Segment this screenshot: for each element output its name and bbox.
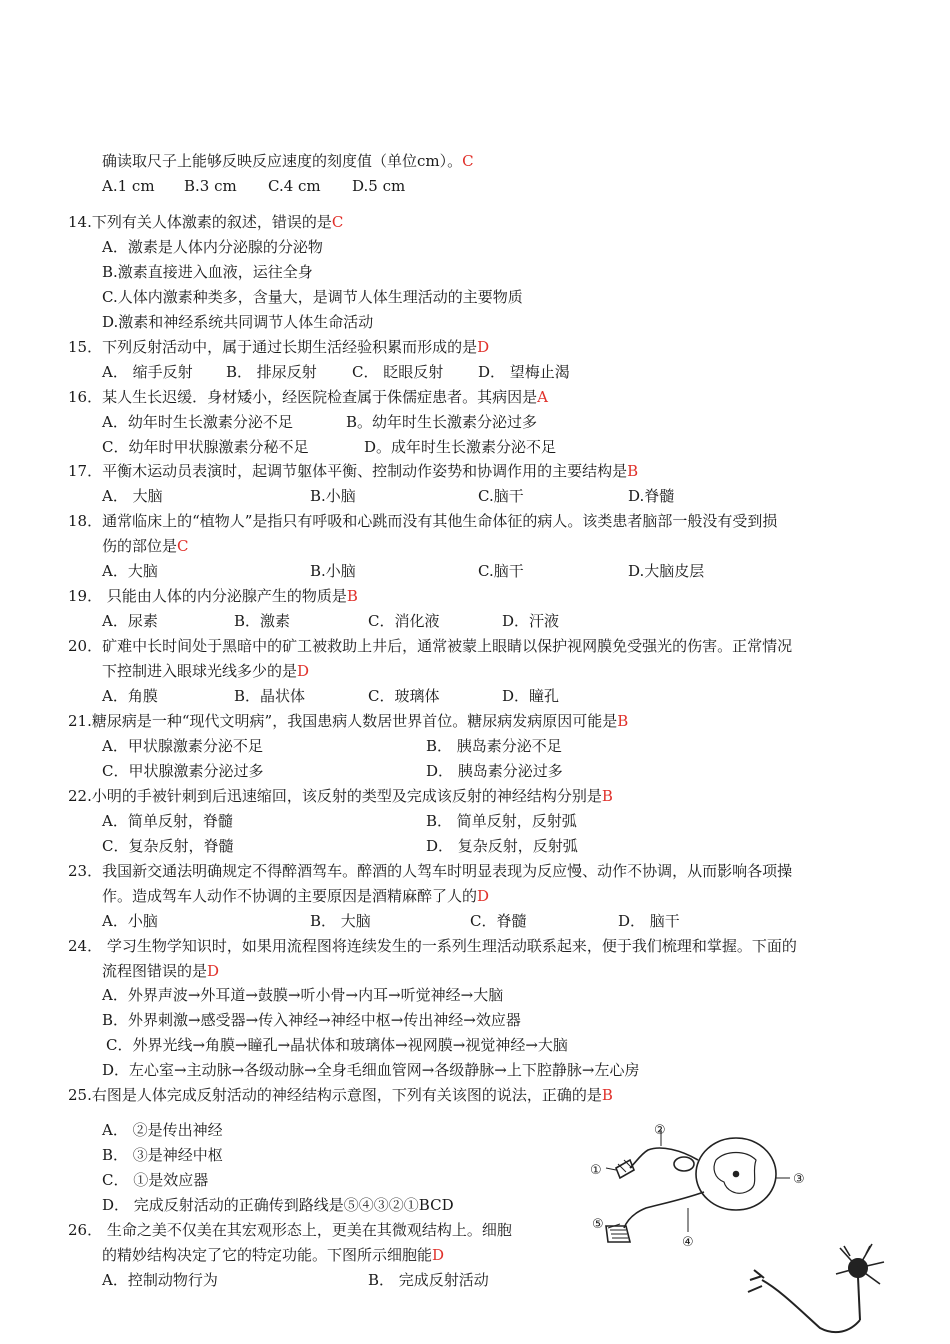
q24-opt-d: D．左心室→主动脉→各级动脉→全身毛细血管网→各级静脉→上下腔静脉→左心房 xyxy=(102,1061,640,1079)
q19-opt-c: C．消化液 xyxy=(368,612,440,630)
q18-options xyxy=(102,560,762,582)
neuron-figure xyxy=(740,1240,890,1340)
axon xyxy=(762,1280,860,1332)
label-2: ② xyxy=(654,1123,666,1138)
q14-opt-a: A．激素是人体内分泌腺的分泌物 xyxy=(102,238,323,256)
q18-opt-a: A．大脑 xyxy=(102,562,158,580)
q17-stem: 17．平衡木运动员表演时，起调节躯体平衡、控制动作姿势和协调作用的主要结构是B xyxy=(68,462,639,480)
q15-opt-c: C． 眨眼反射 xyxy=(352,363,444,381)
q22-options-row1 xyxy=(102,810,622,832)
q16-opt-d: D。成年时生长激素分泌不足 xyxy=(364,438,557,456)
q16-options-row1 xyxy=(102,411,582,433)
q19-opt-b: B．激素 xyxy=(234,612,291,630)
q23-answer: D xyxy=(477,887,490,905)
q24-opt-b: B．外界刺激→感受器→传入神经→神经中枢→传出神经→效应器 xyxy=(102,1011,521,1029)
q25-opt-b: B． ③是神经中枢 xyxy=(102,1146,223,1164)
q13-options xyxy=(102,175,432,197)
q20-opt-d: D．瞳孔 xyxy=(502,687,560,705)
q19-options xyxy=(102,610,602,632)
q17-opt-b: B.小脑 xyxy=(310,487,356,505)
q23-stem-line1: 23．我国新交通法明确规定不得醉酒驾车。醉酒的人驾车时明显表现为反应慢、动作不协调，从而影响各项操 xyxy=(68,862,793,880)
label-3: ③ xyxy=(793,1172,805,1187)
q15-stem: 15．下列反射活动中，属于通过长期生活经验积累而形成的是D xyxy=(68,338,490,356)
q16-opt-b: B。幼年时生长激素分泌过多 xyxy=(346,413,538,431)
q18-answer: C xyxy=(177,537,189,555)
q24-opt-a: A．外界声波→外耳道→鼓膜→听小骨→内耳→听觉神经→大脑 xyxy=(102,986,504,1004)
q26-answer: D xyxy=(432,1246,445,1264)
q18-opt-d: D.大脑皮层 xyxy=(628,562,705,580)
receptor xyxy=(616,1160,634,1178)
q13-opt-b: B.3 cm xyxy=(184,177,237,195)
q17-options xyxy=(102,485,742,507)
q19-stem: 19． 只能由人体的内分泌腺产生的物质是B xyxy=(68,587,358,605)
q24-opt-c: C．外界光线→角膜→瞳孔→晶状体和玻璃体→视网膜→视觉神经→大脑 xyxy=(106,1036,568,1054)
q19-answer: B xyxy=(346,587,358,605)
effector-texture xyxy=(610,1230,628,1238)
q21-opt-b: B． 胰岛素分泌不足 xyxy=(426,737,562,755)
q20-options xyxy=(102,685,602,707)
q24-answer: D xyxy=(207,962,220,980)
q18-stem-line1: 18．通常临床上的“植物人”是指只有呼吸和心跳而没有其他生命体征的病人。该类患者脑部一般没有受到损 xyxy=(68,512,778,530)
q23-options xyxy=(102,910,702,932)
q21-opt-d: D． 胰岛素分泌过多 xyxy=(426,762,563,780)
q18-opt-b: B.小脑 xyxy=(310,562,356,580)
q20-opt-b: B．晶状体 xyxy=(234,687,306,705)
axon-hillock xyxy=(858,1277,860,1320)
q22-opt-b: B． 简单反射，反射弧 xyxy=(426,812,577,830)
label-4: ④ xyxy=(682,1235,694,1250)
q16-stem: 16．某人生长迟缓．身材矮小，经医院检查属于侏儒症患者。其病因是A xyxy=(68,388,548,406)
ganglion xyxy=(674,1157,694,1171)
dendrites xyxy=(836,1244,884,1284)
q20-opt-a: A．角膜 xyxy=(102,687,158,705)
q17-answer: B xyxy=(627,462,639,480)
q14-opt-b: B.激素直接进入血液，运往全身 xyxy=(102,263,313,281)
leader-1 xyxy=(606,1168,616,1170)
q19-opt-a: A．尿素 xyxy=(102,612,158,630)
q25-opt-a: A． ②是传出神经 xyxy=(102,1121,223,1139)
q14-stem: 14.下列有关人体激素的叙述，错误的是C xyxy=(68,213,344,231)
q26-opt-b: B． 完成反射活动 xyxy=(368,1271,489,1289)
q22-opt-c: C．复杂反射，脊髓 xyxy=(102,837,234,855)
q25-opt-c: C． ①是效应器 xyxy=(102,1171,209,1189)
q17-opt-d: D.脊髓 xyxy=(628,487,675,505)
q21-opt-a: A．甲状腺激素分泌不足 xyxy=(102,737,263,755)
q16-answer: A xyxy=(537,388,548,406)
q21-options-row1 xyxy=(102,735,622,757)
q20-stem-line1: 20．矿难中长时间处于黑暗中的矿工被救助上井后，通常被蒙上眼睛以保护视网膜免受强光的伤害。正常情况 xyxy=(68,637,793,655)
q18-opt-c: C.脑干 xyxy=(478,562,524,580)
q26-stem-line2: 的精妙结构决定了它的特定功能。下图所示细胞能D xyxy=(102,1246,445,1264)
q14-opt-c: C.人体内激素种类多，含量大，是调节人体生理活动的主要物质 xyxy=(102,288,523,306)
q15-answer: D xyxy=(477,338,490,356)
q20-stem-line2: 下控制进入眼球光线多少的是D xyxy=(102,662,310,680)
q22-options-row2 xyxy=(102,835,622,857)
q13-opt-d: D.5 cm xyxy=(352,177,406,195)
q16-options-row2 xyxy=(102,436,582,458)
q22-opt-d: D． 复杂反射，反射弧 xyxy=(426,837,578,855)
q26-opt-a: A．控制动物行为 xyxy=(102,1271,218,1289)
q13-opt-c: C.4 cm xyxy=(268,177,321,195)
q16-opt-a: A．幼年时生长激素分泌不足 xyxy=(102,413,293,431)
q22-opt-a: A．简单反射，脊髓 xyxy=(102,812,233,830)
q15-opt-b: B． 排尿反射 xyxy=(226,363,317,381)
q25-opt-d: D． 完成反射活动的正确传到路线是⑤④③②①BCD xyxy=(102,1196,454,1214)
central-canal xyxy=(734,1172,739,1177)
q16-opt-c: C．幼年时甲状腺激素分秘不足 xyxy=(102,438,309,456)
q13-answer: C xyxy=(462,152,474,170)
q20-opt-c: C．玻璃体 xyxy=(368,687,440,705)
q23-opt-c: C．脊髓 xyxy=(470,912,527,930)
q19-opt-d: D．汗液 xyxy=(502,612,560,630)
efferent-nerve xyxy=(624,1192,704,1228)
q15-opt-d: D． 望梅止渴 xyxy=(478,363,570,381)
q25-answer: B xyxy=(601,1086,613,1104)
q17-opt-c: C.脑干 xyxy=(478,487,524,505)
q18-stem-line2: 伤的部位是C xyxy=(102,537,189,555)
q23-stem-line2: 作。造成驾车人动作不协调的主要原因是酒精麻醉了人的D xyxy=(102,887,490,905)
q23-opt-b: B． 大脑 xyxy=(310,912,371,930)
q26-stem-line1: 26． 生命之美不仅美在其宏观形态上，更美在其微观结构上。细胞 xyxy=(68,1221,512,1239)
q24-stem-line1: 24． 学习生物学知识时，如果用流程图将连续发生的一系列生理活动联系起来，便于我们梳理和掌握。下面的 xyxy=(68,937,797,955)
q17-opt-a: A． 大脑 xyxy=(102,487,163,505)
q21-answer: B xyxy=(617,712,629,730)
q21-stem: 21.糖尿病是一种“现代文明病”，我国患病人数居世界首位。糖尿病发病原因可能是B xyxy=(68,712,629,730)
label-5: ⑤ xyxy=(592,1217,604,1232)
q13-stem: 确读取尺子上能够反映反应速度的刻度值（单位cm）。C xyxy=(102,152,474,170)
q21-options-row2 xyxy=(102,760,622,782)
q20-answer: D xyxy=(297,662,310,680)
q15-options xyxy=(102,361,602,383)
q26-options xyxy=(102,1269,542,1291)
q13-opt-a: A.1 cm xyxy=(102,177,155,195)
q23-opt-a: A．小脑 xyxy=(102,912,158,930)
q15-opt-a: A． 缩手反射 xyxy=(102,363,193,381)
q23-opt-d: D． 脑干 xyxy=(618,912,680,930)
q14-answer: C xyxy=(331,213,344,231)
q25-stem: 25.右图是人体完成反射活动的神经结构示意图，下列有关该图的说法，正确的是B xyxy=(68,1086,613,1104)
q21-opt-c: C．甲状腺激素分泌过多 xyxy=(102,762,264,780)
q22-stem: 22.小明的手被针刺到后迅速缩回，该反射的类型及完成该反射的神经结构分别是B xyxy=(68,787,613,805)
label-1: ① xyxy=(590,1163,602,1178)
q24-stem-line2: 流程图错误的是D xyxy=(102,962,220,980)
q22-answer: B xyxy=(601,787,613,805)
reflex-arc-figure xyxy=(586,1120,816,1250)
axon-terminal-branches xyxy=(748,1270,764,1292)
q14-opt-d: D.激素和神经系统共同调节人体生命活动 xyxy=(102,313,374,331)
